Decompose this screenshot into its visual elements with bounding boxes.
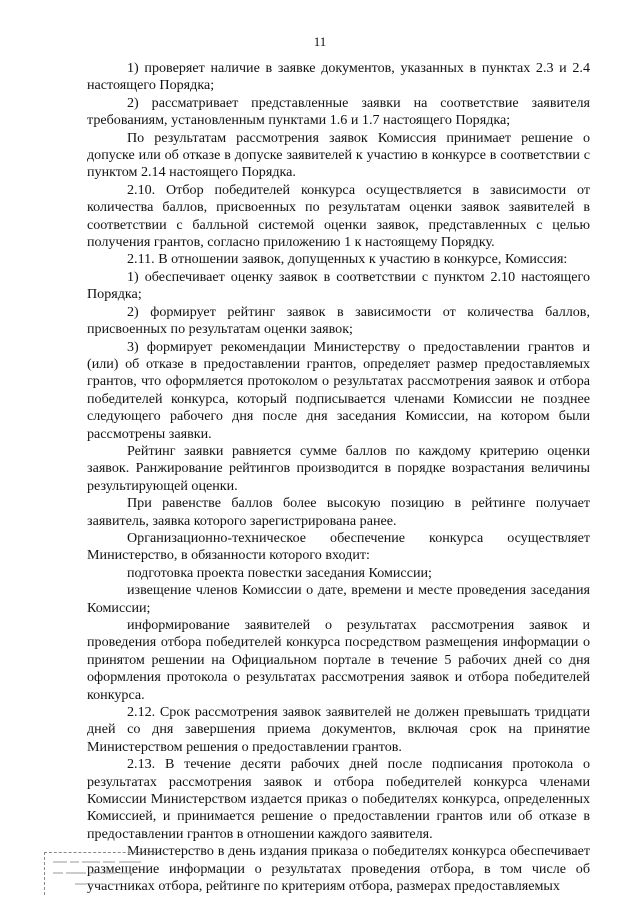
document-body <box>87 60 590 896</box>
paragraph: 1) обеспечивает оценку заявок в соответствии с пунктом 2.10 настоящего Порядка; <box>87 268 590 303</box>
paragraph: 3) формирует рекомендации Министерству о предоставлении грантов и (или) об отказе в предоставлении грантов, определяет размер предоставляемых грантов, что оформляется протоколом о результатах рассмотрения заявок и отбора победителей конкурса, который подписывается членами Комиссии не позднее следующего рабочего дня после дня заседания Комиссии, на котором были рассмотрены заявки. <box>87 338 590 442</box>
registration-stamp <box>44 852 165 895</box>
paragraph: информирование заявителей о результатах рассмотрения заявок и проведения отбора победителей конкурса посредством размещения информации о принятом решении на Официальном портале в течение 5 рабочих дней со дня оформления протокола о результатах рассмотрения заявок и отбора победителей конкурса. <box>87 617 590 703</box>
stamp-scribble-icon <box>45 853 165 895</box>
paragraph: 2.13. В течение десяти рабочих дней после подписания протокола о результатах рассмотрения заявок и отбора победителей конкурса членами Комиссии Министерством издается приказ о победителях конкурса, определенных Комиссией, и принимается решение о предоставлении грантов или об отказе в предоставлении грантов в отношении каждого заявителя. <box>87 756 590 842</box>
paragraph: 2.12. Срок рассмотрения заявок заявителей не должен превышать тридцати дней со дня завершения приема документов, включая срок на принятие Министерством решения о предоставлении грантов. <box>87 704 590 755</box>
paragraph: По результатам рассмотрения заявок Комиссия принимает решение о допуске или об отказе в допуске заявителей к участию в конкурсе в соответствии с пунктом 2.14 настоящего Порядка. <box>87 129 590 181</box>
paragraph: 2) рассматривает представленные заявки на соответствие заявителя требованиям, установленным пунктами 1.6 и 1.7 настоящего Порядка; <box>87 94 590 129</box>
paragraph: Министерство в день издания приказа о победителях конкурса обеспечивает размещение информации о результатах проведения отбора, в том числе об участниках отбора, рейтинге по критериям отбора, размерах предоставляемых <box>87 843 590 895</box>
paragraph: При равенстве баллов более высокую позицию в рейтинге получает заявитель, заявка которого зарегистрирована ранее. <box>87 495 590 529</box>
paragraph: 2) формирует рейтинг заявок в зависимости от количества баллов, присвоенных по результатам оценки заявок; <box>87 303 590 338</box>
paragraph: Рейтинг заявки равняется сумме баллов по каждому критерию оценки заявок. Ранжирование рейтингов производится в порядке возрастания величины результирующей оценки. <box>87 442 590 494</box>
paragraph: подготовка проекта повестки заседания Комиссии; <box>127 564 432 581</box>
paragraph: 2.10. Отбор победителей конкурса осуществляется в зависимости от количества баллов, присвоенных по результатам оценки заявок заявителей в соответствии с балльной системой оценки заявок, представленных с целью получения грантов, согласно приложению 1 к настоящему Порядку. <box>87 181 590 251</box>
paragraph: 2.11. В отношении заявок, допущенных к участию в конкурсе, Комиссия: <box>127 251 568 268</box>
paragraph: 1) проверяет наличие в заявке документов, указанных в пунктах 2.3 и 2.4 настоящего Порядка; <box>87 60 590 94</box>
paragraph: извещение членов Комиссии о дате, времени и месте проведения заседания Комиссии; <box>87 582 590 616</box>
page-number: 11 <box>313 34 327 49</box>
paragraph: Организационно-техническое обеспечение конкурса осуществляет Министерство, в обязанности которого входит: <box>87 529 590 564</box>
